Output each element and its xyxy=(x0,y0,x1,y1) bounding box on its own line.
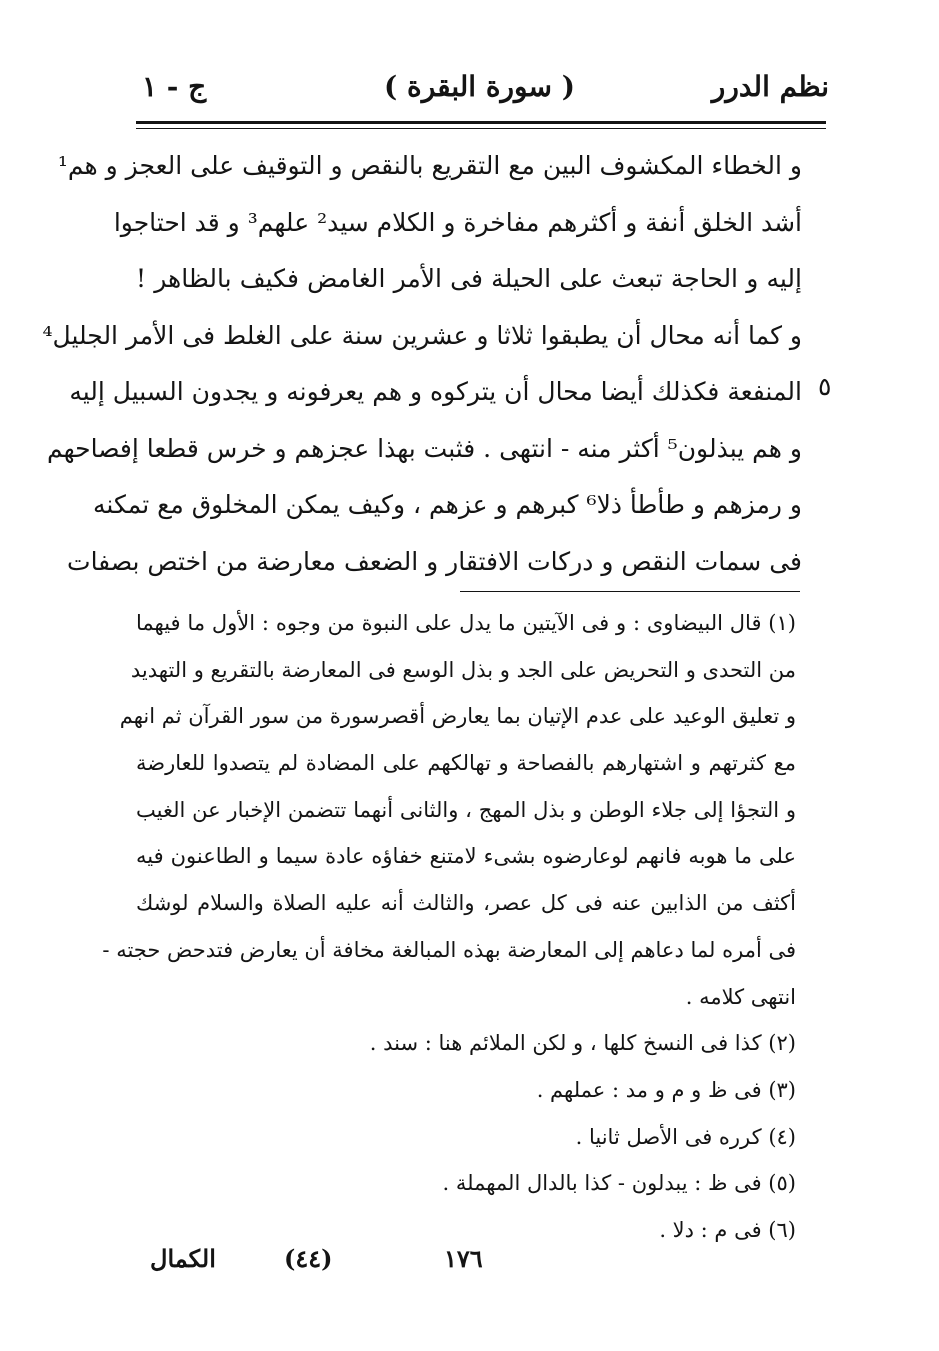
line-number-marker: ٥ xyxy=(818,372,832,401)
footnote-line: على ما هوبه فانهم لوعارضوه بشىء لامتنع خفاؤه عادة سيما و الطاعنون فيه xyxy=(136,844,796,869)
footnote-line: (١) قال البيضاوى : و فى الآيتين ما يدل على النبوة من وجوه : الأول ما فيهما xyxy=(136,611,796,635)
book-title: نظم الدرر xyxy=(711,70,829,103)
footnote-line: و التجؤا إلى جلاء الوطن و بذل المهج ، والثانى أنهما تتضمن الإخبار عن الغيب xyxy=(136,797,796,822)
text-line: و هم يبذلون⁵ أكثر منه - انتهى . فثبت بهذا عجزهم و خرس قطعا إفصاحهم xyxy=(46,433,802,463)
header-rule-thick xyxy=(136,121,826,124)
footnote-separator xyxy=(460,591,800,592)
footnote-line: (٣) فى ظ و م و مد : عملهم . xyxy=(536,1077,796,1102)
running-header xyxy=(130,70,829,114)
footnote-line: (٢) كذا فى النسخ كلها ، و لكن الملائم هنا : سند . xyxy=(369,1031,796,1056)
footnote-line: و تعليق الوعيد على عدم الإتيان بما يعارض أقصرسورة من سور القرآن ثم انهم xyxy=(119,704,796,729)
footnote-line: أكثف من الذابين عنه فى كل عصر، والثالث أنه عليه الصلاة والسلام لوشك xyxy=(136,891,796,916)
footnote-line: فى أمره لما دعاهم إلى المعارضة بهذه المبالغة مخافة أن يعارض فتدحض حجته - xyxy=(102,937,796,962)
text-line: فى سمات النقص و دركات الافتقار و الضعف معارضة من اختص بصفات xyxy=(67,546,802,576)
main-text xyxy=(42,138,802,590)
footnote-line: (٤) كرره فى الأصل ثانيا . xyxy=(575,1124,796,1149)
text-line: و رمزهم و طأطأ ذلا⁶ كبرهم و عزهم ، وكيف يمكن المخلوق مع تمكنه xyxy=(93,490,802,519)
footnote-line: (٥) فى ظ : يبدلون - كذا بالدال المهملة . xyxy=(442,1171,796,1196)
footnote-line: من التحدى و التحريض على الجد و بذل الوسع فى المعارضة بالتقريع و التهديد xyxy=(130,657,796,682)
text-line: إليه و الحاجة تبعث على الحيلة فى الأمر الغامض فكيف بالظاهر ! xyxy=(136,264,802,293)
footnotes xyxy=(102,600,796,1254)
signature-number: (٤٤) xyxy=(284,1244,333,1273)
footnote-line: (٦) فى م : دلا . xyxy=(659,1217,796,1242)
surah-title: ( سورة البقرة ) xyxy=(384,70,575,103)
footnote-line: مع كثرتهم و اشتهارهم بالفصاحة و تهالكهم على المضادة لم يتصدوا للعارضة xyxy=(136,751,796,776)
footnote-line: انتهى كلامه . xyxy=(685,984,796,1009)
text-line: أشد الخلق أنفة و أكثرهم مفاخرة و الكلام سيد² علهم³ و قد احتاجوا xyxy=(113,207,802,237)
page-footer xyxy=(150,1244,500,1284)
footer-label: الكمال xyxy=(150,1244,216,1273)
page-number: ١٧٦ xyxy=(444,1244,483,1273)
text-line: و الخطاء المكشوف البين مع التقريع بالنقص و التوقيف على العجز و هم¹ xyxy=(57,151,802,180)
header-rule-thin xyxy=(136,128,826,129)
text-line: و كما أنه محال أن يطبقوا ثلاثا و عشرين سنة على الغلط فى الأمر الجليل⁴ xyxy=(42,320,802,350)
text-line: المنفعة فكذلك أيضا محال أن يتركوه و هم يعرفونه و يجدون السبيل إليه xyxy=(69,377,802,406)
volume-label: ج - ١ xyxy=(142,70,207,103)
